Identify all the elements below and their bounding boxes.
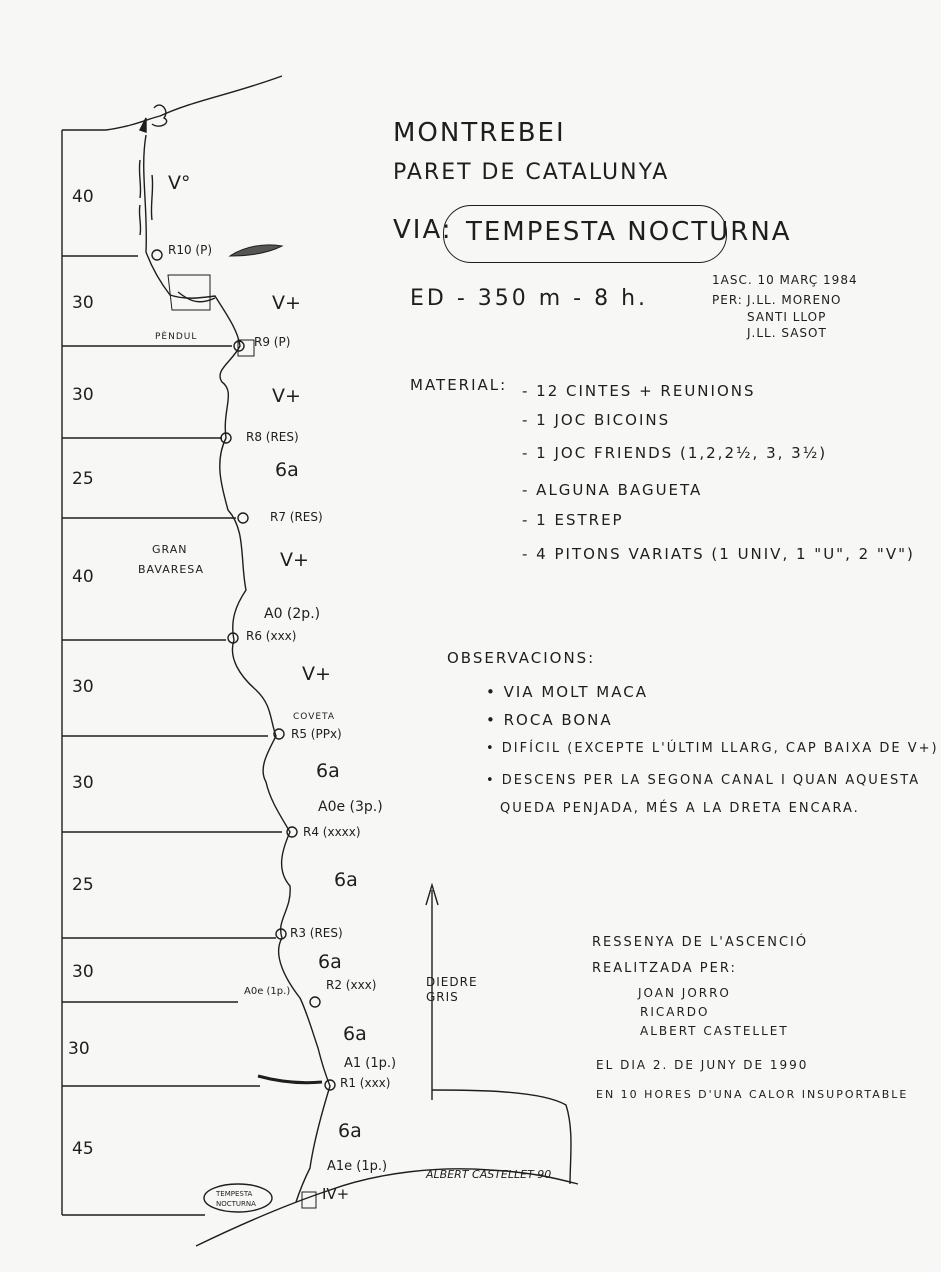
diedre-label: DIEDRE: [426, 975, 478, 989]
pitch-grade: V+: [302, 663, 331, 685]
station-label: R1 (xxx): [340, 1076, 391, 1090]
station-label: R4 (xxxx): [303, 825, 361, 839]
observation-item: • VIA MOLT MACA: [486, 683, 648, 701]
pitch-grade: 6a: [338, 1120, 362, 1142]
diedre-label: GRIS: [426, 990, 459, 1004]
ridge-line: [106, 76, 282, 130]
start-label: TEMPESTA: [216, 1190, 253, 1198]
pitch-grade: V°: [168, 172, 191, 194]
start-label: NOCTURNA: [216, 1200, 256, 1208]
station-marker: [238, 513, 248, 523]
material-item: - 1 ESTREP: [522, 511, 624, 529]
pitch-length: 25: [72, 469, 94, 489]
pitch-length: 40: [72, 567, 94, 587]
pitch-grade: 6a: [343, 1023, 367, 1045]
first-ascent-climber: SANTI LLOP: [747, 310, 827, 324]
first-ascent-date: 1ASC. 10 MARÇ 1984: [712, 273, 858, 287]
pitch-length: 45: [72, 1139, 94, 1159]
station-label: R5 (PPx): [291, 727, 342, 741]
station-label: R6 (xxx): [246, 629, 297, 643]
pitch-length: 25: [72, 875, 94, 895]
pitch-grade: 6a: [316, 760, 340, 782]
station-label: R8 (RES): [246, 430, 299, 444]
report-person: ALBERT CASTELLET: [640, 1024, 789, 1038]
report-person: JOAN JORRO: [638, 986, 731, 1000]
station-marker: [152, 250, 162, 260]
first-ascent-climber: J.LL. MORENO: [747, 293, 842, 307]
material-item: - 1 JOC BICOINS: [522, 411, 671, 429]
pendul-label: PÈNDUL: [155, 332, 198, 342]
material-item: - 1 JOC FRIENDS (1,2,2½, 3, 3½): [522, 444, 828, 462]
pitch-length: 30: [68, 1039, 90, 1059]
route-name: TEMPESTA NOCTURNA: [466, 217, 792, 247]
station-label: R7 (RES): [270, 510, 323, 524]
area-title: MONTREBEI: [393, 118, 566, 148]
observation-item: • ROCA BONA: [486, 711, 613, 729]
pitch-length: 30: [72, 773, 94, 793]
station-marker: [310, 997, 320, 1007]
route-summary: ED - 350 m - 8 h.: [410, 286, 649, 311]
report-date: EL DIA 2. DE JUNY DE 1990: [596, 1058, 809, 1072]
report-person: RICARDO: [640, 1005, 710, 1019]
pitch-grade: 6a: [275, 459, 299, 481]
pitch-grade: V+: [272, 385, 301, 407]
station-label: A0e (1p.): [244, 986, 291, 997]
material-label: MATERIAL:: [410, 376, 508, 394]
station-label: A1 (1p.): [344, 1056, 397, 1071]
station-label: R10 (P): [168, 243, 213, 257]
via-prefix: VIA:: [393, 215, 453, 245]
station-label: A0e (3p.): [318, 799, 383, 815]
first-ascent-climber: J.LL. SASOT: [747, 326, 827, 340]
pitch-grade: 6a: [334, 869, 358, 891]
pitch-grade: V+: [280, 549, 309, 571]
observation-item: QUEDA PENJADA, MÉS A LA DRETA ENCARA.: [500, 801, 860, 816]
signature: ALBERT CASTELLET 90: [426, 1168, 552, 1181]
gran-label: GRAN: [152, 543, 188, 556]
observations-label: OBSERVACIONS:: [447, 649, 596, 667]
station-label: A0 (2p.): [264, 606, 321, 622]
material-item: - ALGUNA BAGUETA: [522, 481, 703, 499]
coveta-label: COVETA: [293, 712, 336, 722]
report-note: EN 10 HORES D'UNA CALOR INSUPORTABLE: [596, 1088, 909, 1101]
gran-label: BAVARESA: [138, 563, 205, 576]
first-ascent-by: PER:: [712, 293, 743, 307]
station-label: R9 (P): [254, 335, 291, 349]
wall-title: PARET DE CATALUNYA: [393, 160, 670, 185]
pitch-grade: IV+: [322, 1185, 350, 1203]
observation-item: • DESCENS PER LA SEGONA CANAL I QUAN AQUESTA: [486, 773, 921, 788]
station-label: R2 (xxx): [326, 978, 377, 992]
pitch-length: 30: [72, 293, 94, 313]
observation-item: • DIFÍCIL (EXCEPTE L'ÚLTIM LLARG, CAP BAIXA DE V+): [486, 741, 939, 756]
pitch-length: 30: [72, 677, 94, 697]
pitch-grade: V+: [272, 292, 301, 314]
station-label: R3 (RES): [290, 926, 343, 940]
station-marker: [287, 827, 297, 837]
pitch-length: 30: [72, 385, 94, 405]
pitch-length: 30: [72, 962, 94, 982]
pitch-length: 40: [72, 187, 94, 207]
report-line: REALITZADA PER:: [592, 961, 737, 976]
material-item: - 4 PITONS VARIATS (1 UNIV, 1 "U", 2 "V"): [522, 545, 915, 563]
report-line: RESSENYA DE L'ASCENCIÓ: [592, 935, 809, 950]
pitch-grade: 6a: [318, 951, 342, 973]
material-item: - 12 CINTES + REUNIONS: [522, 382, 756, 400]
station-label: A1e (1p.): [327, 1159, 388, 1174]
